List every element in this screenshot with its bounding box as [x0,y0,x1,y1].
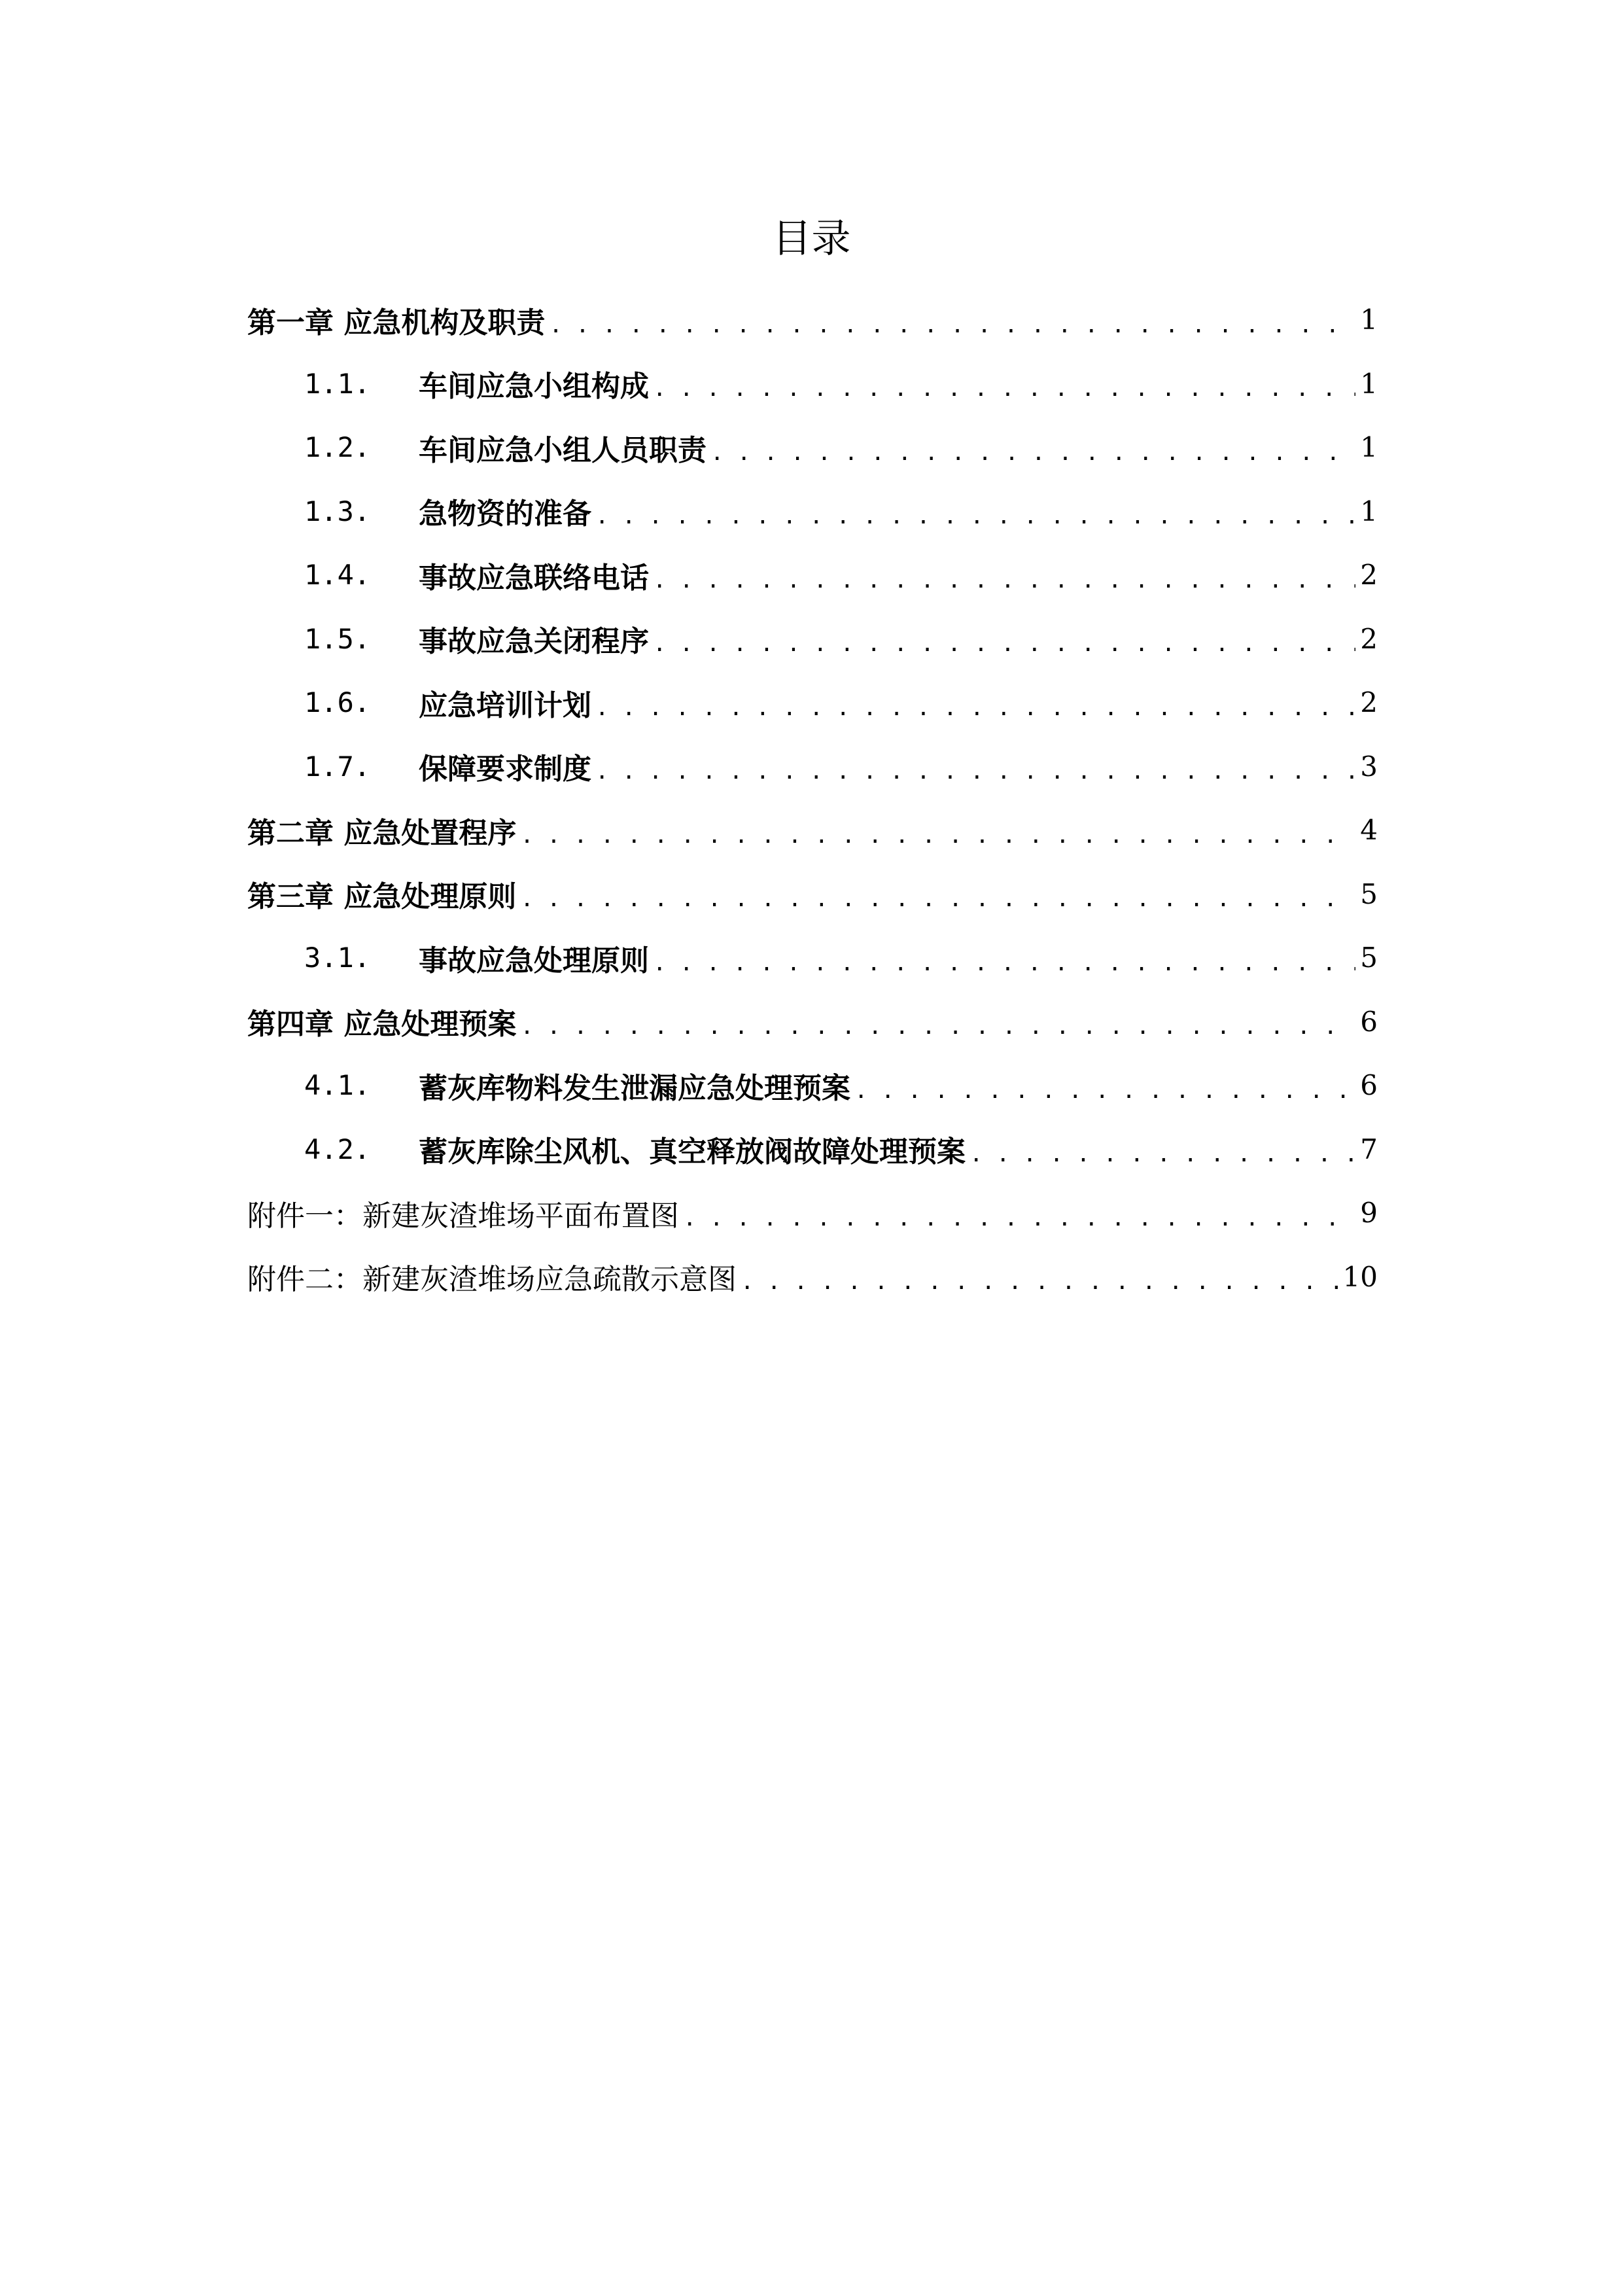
toc-entry-page: 5 [1360,942,1378,974]
toc-entry[interactable] [247,735,1378,799]
toc-entry-number: 1.7. [304,750,371,783]
toc-entry[interactable] [247,1181,1378,1245]
toc-entry-page: 2 [1360,622,1378,655]
toc-entry-text: 第二章 应急处置程序 [247,816,517,850]
toc-entry-text: 事故应急处理原则 [419,944,649,978]
toc-entry-number: 1.3. [304,495,371,527]
dot-leader [854,1071,1355,1100]
toc-entry-text: 第三章 应急处理原则 [247,880,517,914]
dot-leader [595,688,1355,717]
toc-entry[interactable] [247,607,1378,671]
toc-entry-page: 10 [1342,1260,1378,1293]
dot-leader [653,561,1355,590]
toc-entry-number: 1.2. [304,431,371,464]
toc-entry-number: 1.1. [304,367,371,400]
dot-leader [683,1199,1355,1227]
toc-entry-text: 蓄灰库除尘风机、真空释放阀故障处理预案 [419,1135,966,1169]
toc-entry-text: 附件一：新建灰渣堆场平面布置图 [247,1199,679,1233]
toc-entry[interactable] [247,480,1378,544]
toc-entry-text: 车间应急小组人员职责 [419,433,707,467]
toc-entry-text: 急物资的准备 [419,497,591,531]
toc-entry-text: 第四章 应急处理预案 [247,1008,517,1042]
toc-entry-page: 4 [1360,814,1378,847]
toc-entry-text: 蓄灰库物料发生泄漏应急处理预案 [419,1071,850,1105]
toc-entry-text: 第一章 应急机构及职责 [247,306,546,340]
dot-leader [595,497,1355,525]
dot-leader [653,624,1355,653]
toc-entry-page: 6 [1360,1005,1378,1038]
toc-entry-page: 5 [1360,877,1378,910]
dot-leader [741,1262,1339,1291]
toc-entry[interactable] [247,1118,1378,1182]
toc-entry-page: 6 [1360,1069,1378,1102]
dot-leader [653,944,1355,972]
toc-entry-number: 4.1. [304,1069,371,1102]
toc-entry-page: 3 [1360,750,1378,783]
toc-entry-text: 应急培训计划 [419,688,591,722]
toc-entry-number: 1.5. [304,622,371,655]
toc-entry[interactable] [247,671,1378,735]
toc-entry-page: 7 [1360,1133,1378,1165]
toc-entry[interactable] [247,990,1378,1054]
dot-leader [520,1007,1355,1036]
toc-entry[interactable] [247,415,1378,480]
toc-entry[interactable] [247,798,1378,862]
toc-entry-number: 1.6. [304,686,371,719]
toc-entry[interactable] [247,288,1378,352]
toc-entry-page: 1 [1360,431,1378,464]
page-title: 目录 [772,216,851,262]
dot-leader [969,1135,1355,1163]
toc-entry-page: 1 [1360,304,1378,336]
toc-entry[interactable] [247,926,1378,990]
dot-leader [653,369,1355,398]
toc-entry-text: 事故应急联络电话 [419,561,649,595]
toc-entry[interactable] [247,352,1378,416]
toc-entry-text: 车间应急小组构成 [419,370,649,404]
toc-entry-text: 附件二：新建灰渣堆场应急疏散示意图 [247,1263,737,1297]
toc-entry-text: 事故应急关闭程序 [419,625,649,659]
toc-entry-number: 1.4. [304,559,371,592]
toc-entry-page: 2 [1360,686,1378,719]
toc-entry[interactable] [247,1053,1378,1118]
dot-leader [549,306,1355,334]
dot-leader [520,816,1355,845]
dot-leader [710,433,1355,462]
toc-entry-page: 1 [1360,495,1378,527]
toc-entry[interactable] [247,862,1378,927]
toc-entry-page: 2 [1360,559,1378,592]
toc-entry-page: 9 [1360,1197,1378,1229]
toc-entry-text: 保障要求制度 [419,752,591,786]
table-of-contents [247,288,1378,1309]
toc-entry-number: 4.2. [304,1133,371,1165]
dot-leader [520,879,1355,908]
toc-entry-page: 1 [1360,367,1378,400]
toc-entry-number: 3.1. [304,942,371,974]
toc-entry[interactable] [247,1245,1378,1309]
dot-leader [595,752,1355,781]
toc-entry[interactable] [247,543,1378,607]
